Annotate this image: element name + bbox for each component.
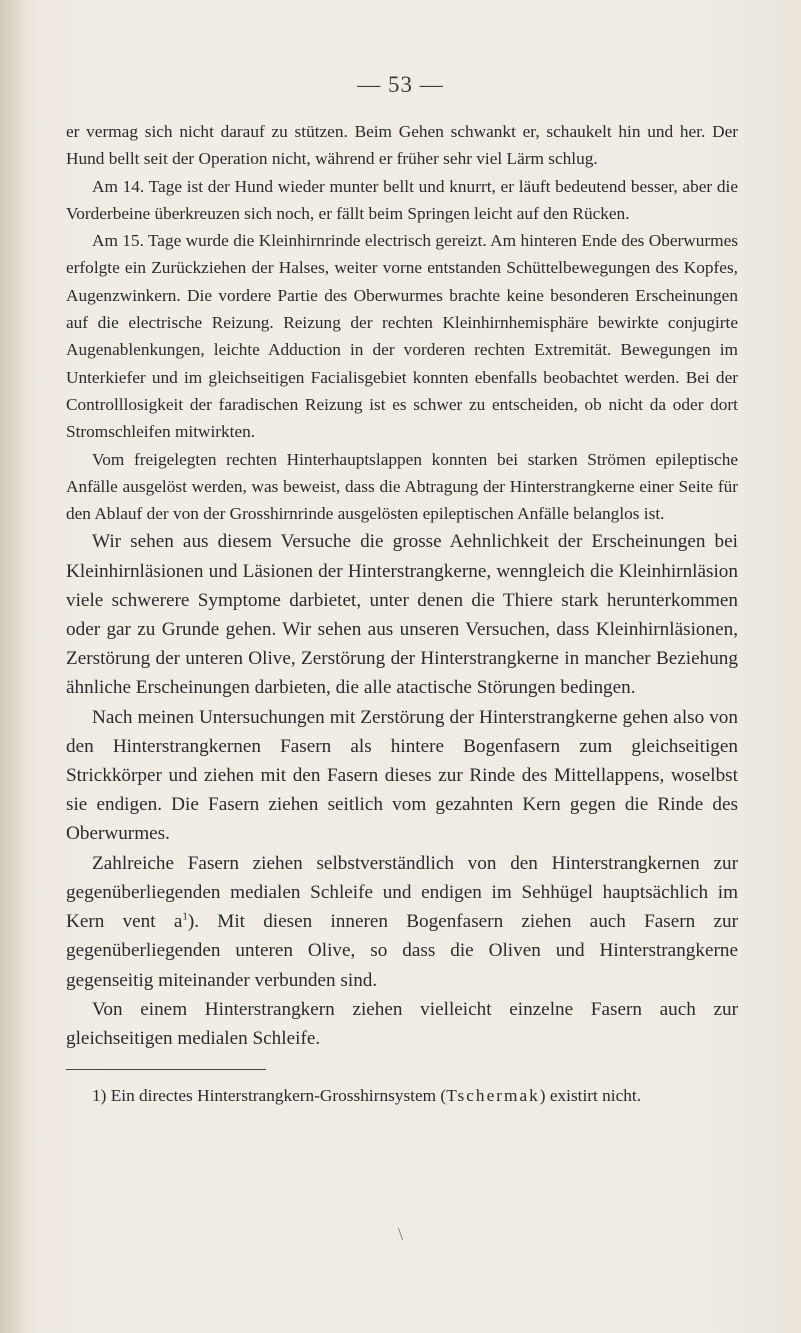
paragraph: Am 15. Tage wurde die Kleinhirnrinde electrisch gereizt. Am hinteren Ende des Oberwurmes erfolgte ein Zurückziehen der Halses, weiter vorne entstanden Schüttelbewegungen des Kopfes, Augenzwinkern. Die vordere Partie des Oberwurmes brachte keine besonderen Erscheinungen auf die electrische Reizung. Reizung der rechten Kleinhirnhemisphäre bewirkte conjugirte Augenablenkungen, leichte Adduction in der vorderen rechten Extremität. Bewegungen im Unterkiefer und im gleichseitigen Facialisgebiet konnten ebenfalls beobachtet werden. Bei der Controlllosigkeit der faradischen Reizung ist es schwer zu entscheiden, ob nicht da oder dort Stromschleifen mitwirkten. (66, 231, 738, 442)
paragraph: Vom freigelegten rechten Hinterhauptslappen konnten bei starken Strömen epileptische Anfälle ausgelöst werden, was beweist, dass die Abtragung der Hinterstrangkerne einer Seite für den Ablauf der von der Grosshirnrinde ausgelösten epileptischen Anfälle belanglos ist. (66, 449, 738, 524)
paragraph: Am 14. Tage ist der Hund wieder munter bellt und knurrt, er läuft bedeutend besser, aber die Vorderbeine überkreuzen sich noch, er fällt beim Springen leicht auf den Rücken. (66, 176, 738, 223)
paragraph-text: ). Mit diesen inneren Bogenfasern ziehen auch Fasern zur gegenüberliegenden unteren Olive, so dass die Oliven und Hinterstrangkerne gegenseitig miteinander verbunden sind. (66, 911, 738, 991)
conclusions (66, 527, 738, 1053)
experiment-protocol (66, 118, 738, 527)
footnote-divider (66, 1069, 266, 1070)
footnote-text: ) existirt nicht. (539, 1086, 642, 1106)
paragraph-text: Zahlreiche Fasern ziehen selbstverständlich von den Hinterstrangkernen zur gegenüberliegenden medialen Schleife und endigen im Sehhügel hauptsächlich im Kern vent a (66, 852, 738, 933)
footnote-number: 1) (92, 1086, 111, 1106)
footnote (66, 1082, 738, 1109)
paragraph: Wir sehen aus diesem Versuche die grosse Aehnlichkeit der Erscheinungen bei Kleinhirnläsionen und Läsionen der Hinterstrangkerne, wenngleich die Kleinhirnläsion viele schwerere Symptome darbietet, unter denen die Thiere stark herunterkommen oder gar zu Grunde gehen. Wir sehen aus unseren Versuchen, dass Kleinhirnläsionen, Zerstörung der unteren Olive, Zerstörung der Hinterstrangkerne in mancher Beziehung ähnliche Erscheinungen darbieten, die alle atactische Störungen bedingen. (66, 531, 738, 699)
paragraph (66, 849, 738, 995)
page-gutter-shadow (0, 0, 28, 1333)
paragraph: Nach meinen Untersuchungen mit Zerstörung der Hinterstrangkerne gehen also von den Hinterstrangkernen Fasern als hintere Bogenfasern zum gleichseitigen Strickkörper und ziehen mit den Fasern dieses zur Rinde des Mittellappens, woselbst sie endigen. Die Fasern ziehen seitlich vom gezahnten Kern gegen die Rinde des Oberwurmes. (66, 706, 738, 845)
paragraph: er vermag sich nicht darauf zu stützen. Beim Gehen schwankt er, schaukelt hin und her. Der Hund bellt seit der Operation nicht, während er früher sehr viel Lärm schlug. (66, 122, 738, 169)
paragraph: Von einem Hinterstrangkern ziehen vielleicht einzelne Fasern auch zur gleichseitigen medialen Schleife. (66, 998, 738, 1049)
body-text (66, 118, 738, 1109)
footnote-text: Ein directes Hinterstrangkern-Grosshirnsystem ( (110, 1086, 447, 1106)
footnote-reference: 1 (182, 910, 188, 923)
stray-mark: \ (398, 1224, 404, 1244)
footnote-author: Tschermak (446, 1086, 540, 1106)
page-number: — 53 — (357, 72, 444, 97)
